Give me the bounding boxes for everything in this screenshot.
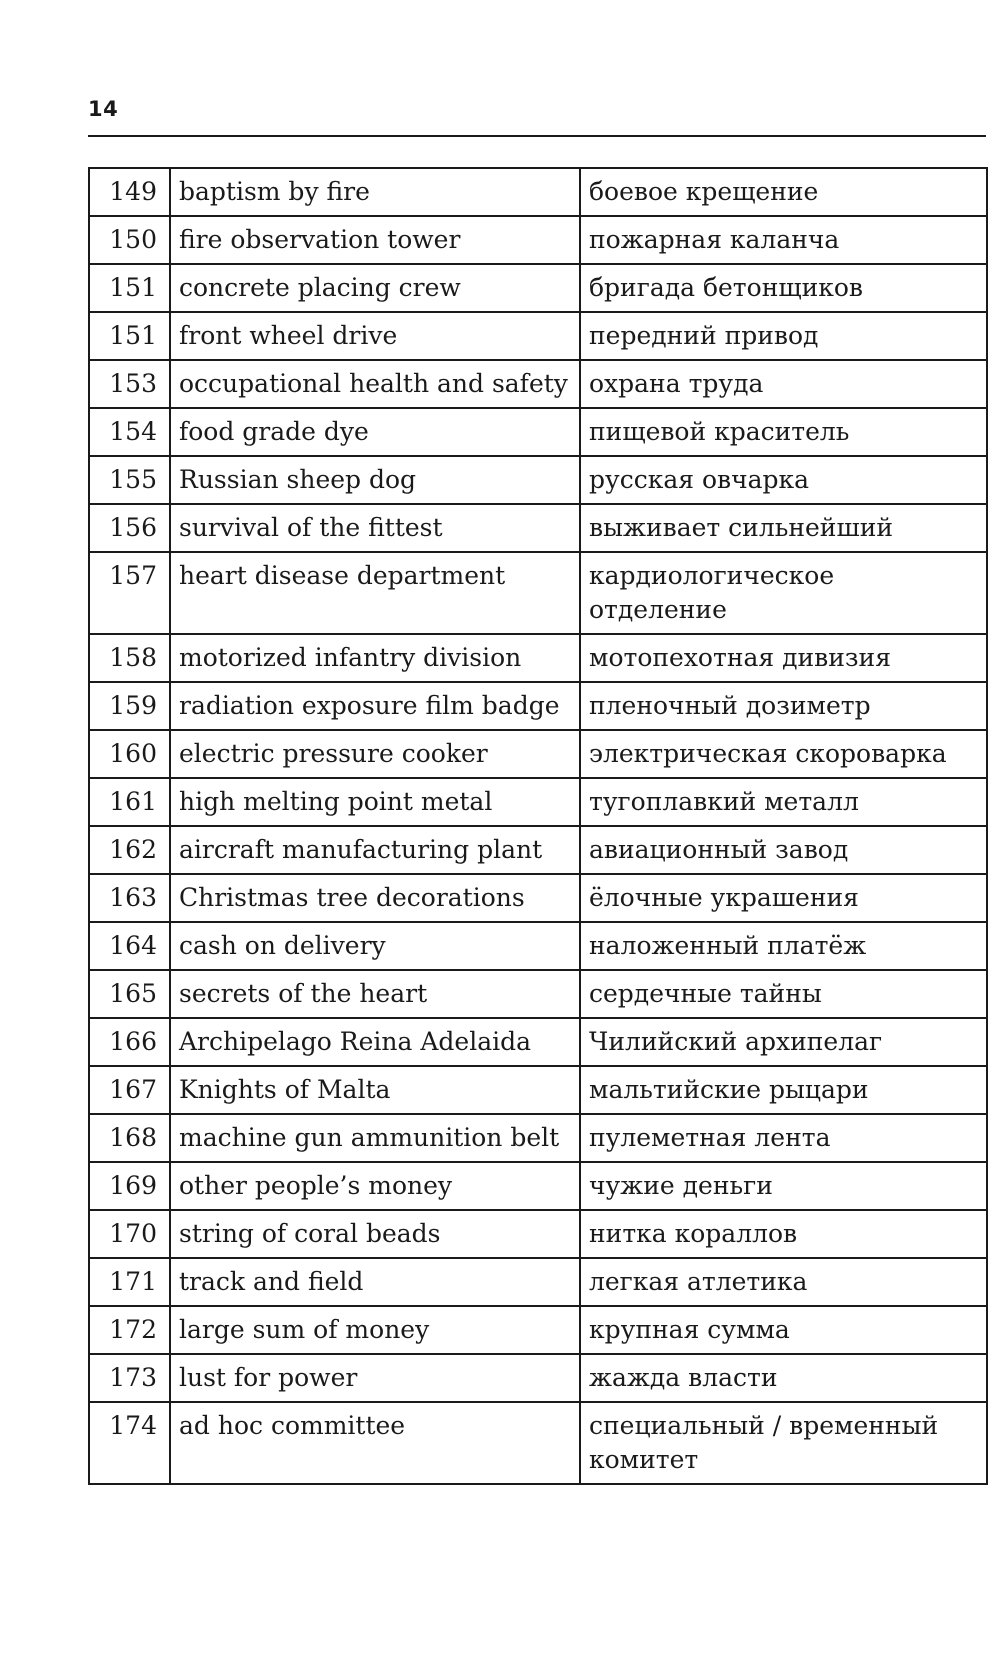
entry-number: 161 [89, 778, 170, 826]
entry-number: 171 [89, 1258, 170, 1306]
english-term: lust for power [170, 1354, 580, 1402]
table-row [89, 312, 987, 360]
russian-translation: авиационный завод [580, 826, 987, 874]
table-row [89, 826, 987, 874]
russian-translation: передний привод [580, 312, 987, 360]
entry-number: 169 [89, 1162, 170, 1210]
table-row [89, 264, 987, 312]
entry-number: 174 [89, 1402, 170, 1484]
table-row [89, 1066, 987, 1114]
table-row [89, 922, 987, 970]
entry-number: 162 [89, 826, 170, 874]
russian-translation: русская овчарка [580, 456, 987, 504]
russian-translation: жажда власти [580, 1354, 987, 1402]
table-row [89, 360, 987, 408]
english-term: secrets of the heart [170, 970, 580, 1018]
english-term: aircraft manufacturing plant [170, 826, 580, 874]
entry-number: 154 [89, 408, 170, 456]
glossary-table [88, 167, 988, 1485]
russian-translation: крупная сумма [580, 1306, 987, 1354]
english-term: food grade dye [170, 408, 580, 456]
table-row [89, 456, 987, 504]
entry-number: 167 [89, 1066, 170, 1114]
entry-number: 151 [89, 312, 170, 360]
english-term: ad hoc committee [170, 1402, 580, 1484]
english-term: concrete placing crew [170, 264, 580, 312]
table-row [89, 874, 987, 922]
table-row [89, 730, 987, 778]
table-row [89, 1354, 987, 1402]
english-term: survival of the fittest [170, 504, 580, 552]
russian-translation: пожарная каланча [580, 216, 987, 264]
table-row [89, 1306, 987, 1354]
russian-translation: кардиологическое отделение [580, 552, 987, 634]
entry-number: 151 [89, 264, 170, 312]
english-term: Archipelago Reina Adelaida [170, 1018, 580, 1066]
table-row [89, 168, 987, 216]
english-term: electric pressure cooker [170, 730, 580, 778]
russian-translation: Чилийский архипелаг [580, 1018, 987, 1066]
english-term: track and field [170, 1258, 580, 1306]
table-row [89, 504, 987, 552]
russian-translation: ёлочные украшения [580, 874, 987, 922]
entry-number: 164 [89, 922, 170, 970]
table-row [89, 634, 987, 682]
entry-number: 165 [89, 970, 170, 1018]
entry-number: 150 [89, 216, 170, 264]
page-number: 14 [88, 97, 119, 121]
table-row [89, 1258, 987, 1306]
entry-number: 158 [89, 634, 170, 682]
table-row [89, 1210, 987, 1258]
table-row [89, 1162, 987, 1210]
entry-number: 155 [89, 456, 170, 504]
russian-translation: наложенный платёж [580, 922, 987, 970]
entry-number: 173 [89, 1354, 170, 1402]
russian-translation: пулеметная лента [580, 1114, 987, 1162]
english-term: fire observation tower [170, 216, 580, 264]
english-term: Christmas tree decorations [170, 874, 580, 922]
entry-number: 149 [89, 168, 170, 216]
header-rule [88, 135, 986, 137]
english-term: high melting point metal [170, 778, 580, 826]
english-term: machine gun ammunition belt [170, 1114, 580, 1162]
entry-number: 160 [89, 730, 170, 778]
english-term: Knights of Malta [170, 1066, 580, 1114]
russian-translation: охрана труда [580, 360, 987, 408]
english-term: occupational health and safety [170, 360, 580, 408]
entry-number: 157 [89, 552, 170, 634]
entry-number: 166 [89, 1018, 170, 1066]
table-row [89, 552, 987, 634]
table-row [89, 682, 987, 730]
russian-translation: легкая атлетика [580, 1258, 987, 1306]
glossary-body [89, 168, 987, 1484]
english-term: heart disease department [170, 552, 580, 634]
english-term: Russian sheep dog [170, 456, 580, 504]
russian-translation: пленочный дозиметр [580, 682, 987, 730]
english-term: front wheel drive [170, 312, 580, 360]
entry-number: 172 [89, 1306, 170, 1354]
english-term: radiation exposure film badge [170, 682, 580, 730]
russian-translation: боевое крещение [580, 168, 987, 216]
english-term: string of coral beads [170, 1210, 580, 1258]
table-row [89, 408, 987, 456]
russian-translation: специальный / временный комитет [580, 1402, 987, 1484]
russian-translation: мальтийские рыцари [580, 1066, 987, 1114]
entry-number: 170 [89, 1210, 170, 1258]
russian-translation: сердечные тайны [580, 970, 987, 1018]
russian-translation: мотопехотная дивизия [580, 634, 987, 682]
english-term: cash on delivery [170, 922, 580, 970]
russian-translation: нитка кораллов [580, 1210, 987, 1258]
english-term: motorized infantry division [170, 634, 580, 682]
english-term: baptism by fire [170, 168, 580, 216]
entry-number: 163 [89, 874, 170, 922]
entry-number: 153 [89, 360, 170, 408]
table-row [89, 1402, 987, 1484]
entry-number: 156 [89, 504, 170, 552]
table-row [89, 216, 987, 264]
table-row [89, 1018, 987, 1066]
table-row [89, 1114, 987, 1162]
english-term: other people’s money [170, 1162, 580, 1210]
table-row [89, 778, 987, 826]
russian-translation: электрическая скороварка [580, 730, 987, 778]
russian-translation: чужие деньги [580, 1162, 987, 1210]
russian-translation: бригада бетонщиков [580, 264, 987, 312]
russian-translation: пищевой краситель [580, 408, 987, 456]
russian-translation: выживает сильнейший [580, 504, 987, 552]
entry-number: 159 [89, 682, 170, 730]
table-row [89, 970, 987, 1018]
entry-number: 168 [89, 1114, 170, 1162]
english-term: large sum of money [170, 1306, 580, 1354]
russian-translation: тугоплавкий металл [580, 778, 987, 826]
